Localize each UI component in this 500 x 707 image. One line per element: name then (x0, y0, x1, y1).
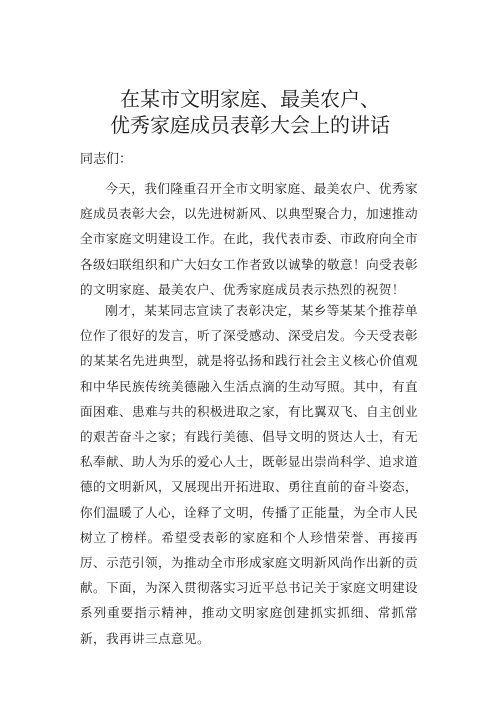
paragraph-2: 刚才，某某同志宣读了表彰决定，某乡等某某个推荐单位作了很好的发言，听了深受感动、深受启发。今天受表彰的某某名先进典型，就是将弘扬和践行社会主义核心价值观和中华民族传统美德融入生活点滴的生动写照。其中，有直面困难、患难与共的积极进取之家，有比翼双飞、自主创业的艰苦奋斗之家；有践行美德、倡导文明的贤达人士，有无私奉献、助人为乐的爱心人士，既彰显出崇尚科学、追求道德的文明新风，又展现出开拓进取、勇往直前的奋斗姿态，你们温暖了人心，诠释了文明，传播了正能量，为全市人民树立了榜样。希望受表彰的家庭和个人珍惜荣誉、再接再厉、示范引领，为推动全市形成家庭文明新风尚作出新的贡献。下面，为深入贯彻落实习近平总书记关于家庭文明建设系列重要指示精神，推动文明家庭创建抓实抓细、常抓常新，我再讲三点意见。 (80, 303, 418, 646)
paragraph-1: 今天，我们隆重召开全市文明家庭、最美农户、优秀家庭成员表彰大会，以先进树新风、以典型聚合力，加速推动全市家庭文明建设工作。在此，我代表市委、市政府向全市各级妇联组织和广大妇女工作者致以诚挚的敬意！向受表彰的文明家庭、最美农户、优秀家庭成员表示热烈的祝贺！ (80, 181, 418, 297)
salutation: 同志们： (80, 152, 133, 167)
document-title-line-2: 优秀家庭成员表彰大会上的讲话 (110, 113, 390, 137)
document-title-line-1: 在某市文明家庭、最美农户、 (120, 87, 380, 111)
